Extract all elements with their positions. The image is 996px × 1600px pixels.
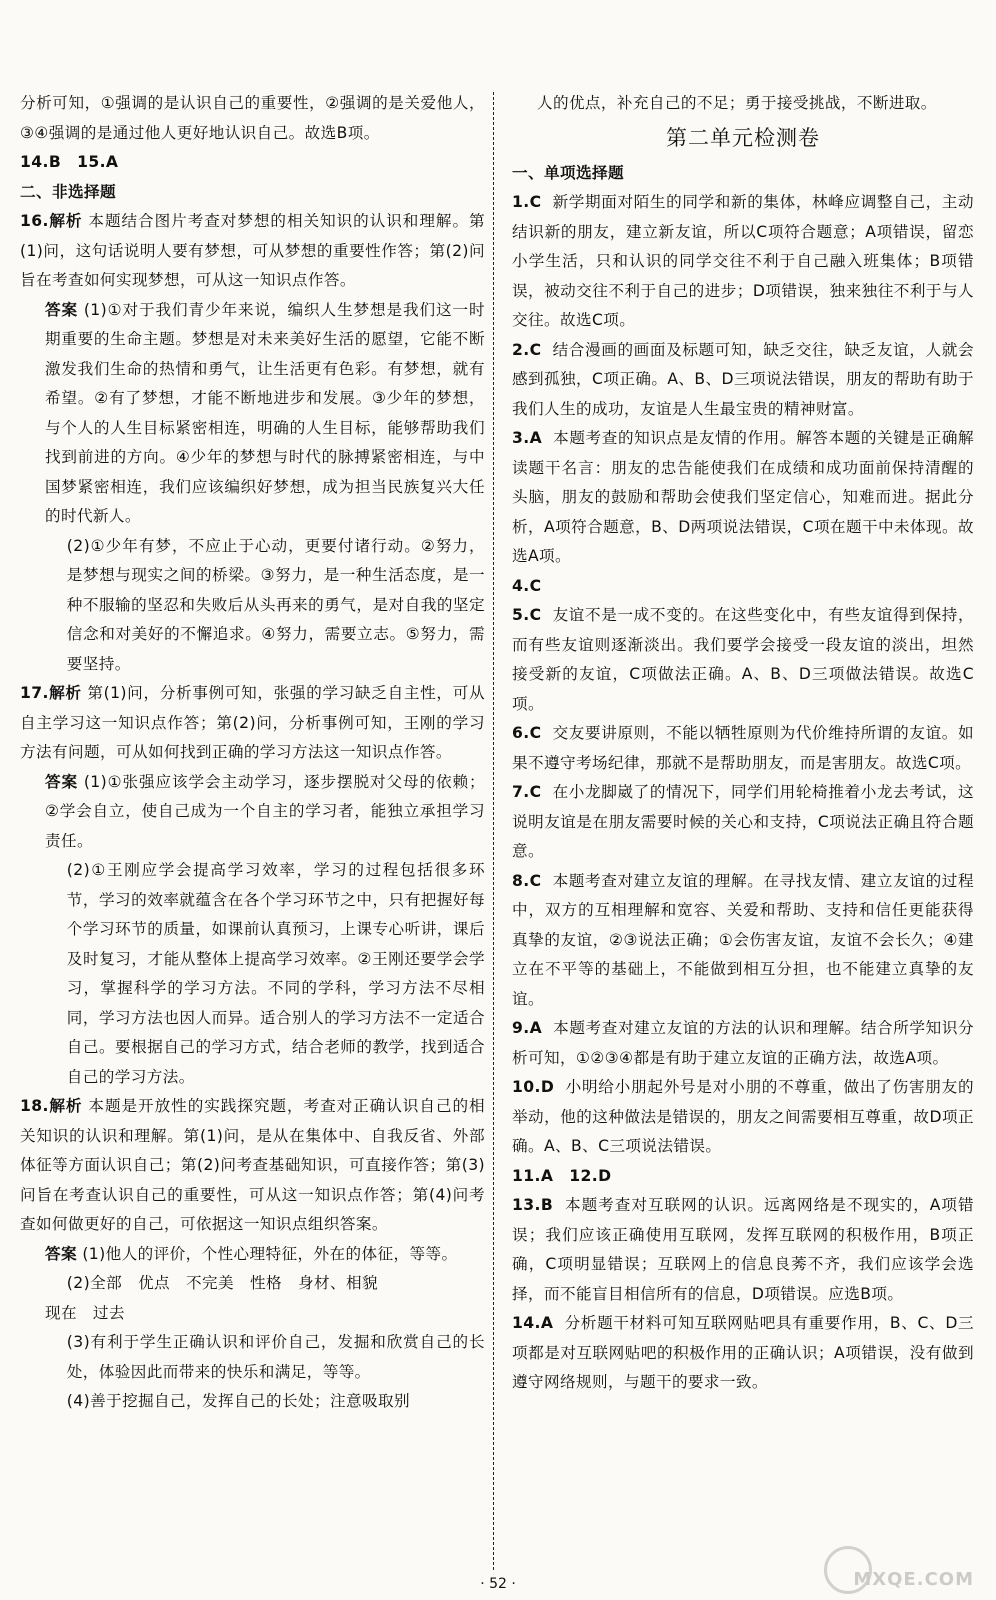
answer-item — [512, 778, 974, 867]
answer-item-text: 本题考查对互联网的认识。远离网络是不现实的，A项错误；我们应该正确使用互联网，发挥互联网的积极作用，B项正确，C项明显错误；互联网上的信息良莠不齐，我们应该学会选择，而不能盲目相信所有的信息，D项错误。应选B项。 — [512, 1196, 974, 1303]
question-16-answer-2: (2)①少年有梦，不应止于心动，更要付诸行动。②努力，是梦想与现实之间的桥梁。③努力，是一种生活态度，是一种不服输的坚忍和失败后从头再来的勇气，是对自我的坚定信念和对美好的不懈追求。④努力，需要立志。⑤努力，需要坚持。 — [66, 536, 485, 673]
question-18-analysis — [20, 1092, 485, 1240]
page-number: · 52 · — [480, 1576, 516, 1592]
answer-item-text: 本题考查对建立友谊的理解。在寻找友情、建立友谊的过程中，双方的互相理解和宽容、关爱和帮助、支持和信任更能获得真挚的友谊，②③说法正确；①会伤害友谊，友谊不会长久；④建立在不平等的基础上，不能做到相互分担，也不能建立真挚的友谊。 — [512, 871, 975, 1008]
question-number: 18. — [20, 1097, 49, 1115]
answer-text: (1)①对于我们青少年来说，编织人生梦想是我们这一时期重要的生命主题。梦想是对未来美好生活的愿望，它能不断激发我们生命的热情和勇气，让生活更有色彩。有梦想，就有希望。②有了梦想，才能不断地进步和发展。③少年的梦想，与个人的人生目标紧密相连，明确的人生目标，能够帮助我们找到前进的方向。④少年的梦想与时代的脉搏紧密相连，与中国梦紧密相连，我们应该编织好梦想，成为担当民族复兴大任的时代新人。 — [44, 300, 485, 525]
question-16-answer-1 — [20, 296, 485, 532]
answer-item — [512, 1309, 974, 1398]
watermark-text: MXQE.COM — [853, 1569, 974, 1590]
right-column — [512, 89, 974, 1398]
answer-item-number: 8.C — [512, 871, 542, 890]
answer-item-text: 交友要讲原则，不能以牺牲原则为代价维持所谓的友谊。如果不遵守考场纪律，那就不是帮助朋友，而是害朋友。故选C项。 — [512, 724, 975, 772]
section-heading-single-choice: 一、单项选择题 — [512, 163, 624, 182]
answer-item-text: 小明给小朋起外号是对小朋的不尊重，做出了伤害朋友的举动，他的这种做法是错误的，朋友之间需要相互尊重，故D项正确。A、B、C三项说法错误。 — [512, 1078, 974, 1155]
answer-item — [512, 1162, 974, 1192]
answer-item — [512, 1191, 974, 1309]
answer-item — [512, 1073, 974, 1162]
left-column — [20, 89, 485, 1417]
answer-label: 答案 — [44, 300, 78, 319]
answer-item — [512, 601, 974, 719]
answer-item-number: 5.C — [512, 606, 542, 624]
answer-item — [512, 1014, 974, 1073]
paragraph-continuation: 人的优点，补充自己的不足；勇于接受挑战，不断进取。 — [536, 94, 937, 112]
answer-text: (1)他人的评价，个性心理特征，外在的体征，等等。 — [82, 1244, 458, 1263]
answers-14-15: 14.B 15.A — [20, 153, 119, 171]
analysis-text: 第(1)问，分析事例可知，张强的学习缺乏自主性，可从自主学习这一知识点作答；第(2)问，分析事例可知，王刚的学习方法有问题，可从如何找到正确的学习方法这一知识点作答。 — [20, 684, 485, 761]
paragraph-continuation: 分析可知，①强调的是认识自己的重要性，②强调的是关爱他人，③④强调的是通过他人更好地认识自己。故选B项。 — [20, 94, 485, 142]
answer-item-number: 3.A — [512, 429, 543, 447]
unit-test-title: 第二单元检测卷 — [666, 125, 820, 150]
question-16-analysis — [20, 207, 485, 296]
answer-item-text: 分析题干材料可知互联网贴吧具有重要作用，B、C、D三项都是对互联网贴吧的积极作用的正确认识；A项错误，没有做到遵守网络规则，与题干的要求一致。 — [512, 1314, 974, 1391]
answer-item-number: 13.B — [512, 1196, 554, 1214]
answer-item-text: 在小龙脚崴了的情况下，同学们用轮椅推着小龙去考试，这说明友谊是在朋友需要时候的关心和支持，C项说法正确且符合题意。 — [512, 783, 975, 860]
answer-item — [512, 424, 974, 572]
analysis-label: 解析 — [48, 212, 83, 230]
section-heading-non-choice: 二、非选择题 — [20, 182, 116, 201]
answer-item-number: 7.C — [512, 783, 542, 801]
answer-text: (1)①张强应该学会主动学习，逐步摆脱对父母的依赖；②学会自立，使自己成为一个自主的学习者，能独立承担学习责任。 — [44, 772, 485, 850]
question-number: 16. — [20, 212, 49, 230]
answer-item — [512, 719, 974, 778]
answer-list — [512, 188, 974, 1398]
answer-item-number: 9.A — [512, 1019, 543, 1037]
question-18-answer-3: (3)有利于学生正确认识和评价自己，发掘和欣赏自己的长处，体验因此而带来的快乐和满足，等等。 — [66, 1333, 485, 1381]
question-17-analysis — [20, 679, 485, 768]
answer-item — [512, 188, 974, 336]
answer-item-text: 友谊不是一成不变的。在这些变化中，有些友谊得到保持，而有些友谊则逐渐淡出。我们要学会接受一段友谊的淡出，坦然接受新的友谊，C项做法正确。A、B、D三项做法错误。故选C项。 — [512, 606, 975, 713]
question-18-answer-4: (4)善于挖掘自己，发挥自己的长处；注意吸取别 — [66, 1392, 410, 1410]
answer-item-number: 6.C — [512, 724, 542, 742]
watermark-logo — [824, 1546, 974, 1592]
answer-label: 答案 — [44, 772, 78, 791]
question-17-answer-2: (2)①王刚应学会提高学习效率，学习的过程包括很多环节，学习的效率就蕴含在各个学习环节之中，只有把握好每个学习环节的质量，如课前认真预习，上课专心听讲，课后及时复习，才能从整体上提高学习效率。②王刚还要学会学习，掌握科学的学习方法。不同的学科，学习方法不尽相同，学习方法也因人而异。适合别人的学习方法不一定适合自己。要根据自己的学习方式，结合老师的教学，找到适合自己的学习方法。 — [66, 861, 485, 1086]
answer-item-number: 10.D — [512, 1078, 555, 1096]
answer-item — [512, 336, 974, 425]
answer-item-number: 4.C — [512, 576, 542, 595]
question-18-answer-2b: 现在 过去 — [44, 1303, 125, 1322]
analysis-text: 本题结合图片考查对梦想的相关知识的认识和理解。第(1)问，这句话说明人要有梦想，可从梦想的重要性作答；第(2)问旨在考查如何实现梦想，可从这一知识点作答。 — [20, 212, 485, 289]
answer-item-text: 新学期面对陌生的同学和新的集体，林峰应调整自己，主动结识新的朋友，建立新友谊，所以C项符合题意；A项错误，留恋小学生活，只和认识的同学交往不利于自己融入班集体；B项错误，被动交往不利于自己的进步；D项错误，独来独往不利于与人交往。故选C项。 — [512, 193, 975, 329]
question-number: 17. — [20, 684, 49, 702]
answer-label: 答案 — [44, 1244, 77, 1263]
answer-item-text: 结合漫画的画面及标题可知，缺乏交往，缺乏友谊，人就会感到孤独，C项正确。A、B、D三项说法错误，朋友的帮助有助于我们人生的成功，友谊是人生最宝贵的精神财富。 — [512, 340, 975, 418]
answer-item-number: 14.A — [512, 1314, 554, 1332]
answer-item-number: 11.A 12.D — [512, 1166, 612, 1185]
analysis-label: 解析 — [48, 1097, 83, 1115]
analysis-label: 解析 — [48, 684, 82, 702]
column-divider — [493, 92, 494, 1570]
answer-item — [512, 572, 974, 602]
answer-item-number: 2.C — [512, 340, 542, 359]
answer-item-number: 1.C — [512, 193, 542, 211]
answer-item-text: 本题考查的知识点是友情的作用。解答本题的关键是正确解读题干名言：朋友的忠告能使我们在成绩和成功面前保持清醒的头脑，朋友的鼓励和帮助会使我们坚定信心，知难而进。据此分析，A项符合题意，B、D两项说法错误，C项在题干中未体现。故选A项。 — [512, 429, 975, 565]
question-17-answer-1 — [20, 768, 485, 857]
answer-item — [512, 867, 974, 1015]
question-18-answer-2: (2)全部 优点 不完美 性格 身材、相貌 — [66, 1274, 378, 1292]
question-18-answer-1 — [20, 1240, 485, 1270]
analysis-text: 本题是开放性的实践探究题，考查对正确认识自己的相关知识的认识和理解。第(1)问，是从在集体中、自我反省、外部体征等方面认识自己；第(2)问考查基础知识，可直接作答；第(3)问旨在考查认识自己的重要性，可从这一知识点作答；第(4)问考查如何做更好的自己，可依据这一知识点组织答案。 — [20, 1097, 485, 1233]
answer-item-text: 本题考查对建立友谊的方法的认识和理解。结合所学知识分析可知，①②③④都是有助于建立友谊的正确方法，故选A项。 — [512, 1019, 975, 1067]
